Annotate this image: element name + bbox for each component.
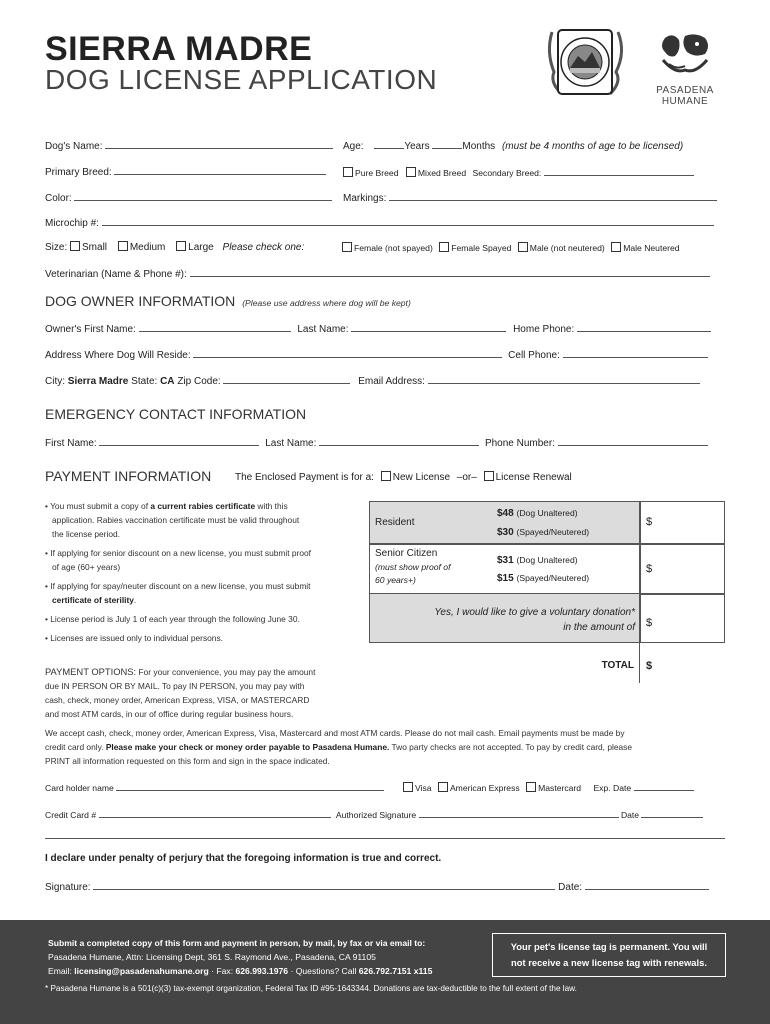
notice-line1: Your pet's license tag is permanent. You will xyxy=(510,941,708,952)
city-row xyxy=(45,374,700,387)
humane-name-line1: PASADENA xyxy=(656,85,714,96)
footer-line1: Submit a completed copy of this form and payment in person, by mail, by fax or via email to: xyxy=(48,938,426,948)
resident-label: Resident xyxy=(375,517,415,528)
total-label: TOTAL xyxy=(601,660,634,671)
sen-desc2: (Spayed/Neutered) xyxy=(516,573,590,583)
senior-dollar-sign: $ xyxy=(646,563,653,575)
senior-price-unaltered xyxy=(497,556,578,566)
female-not-spayed-checkbox[interactable] xyxy=(342,242,352,252)
dog-name-row xyxy=(45,139,333,152)
license-renewal-label: License Renewal xyxy=(495,472,572,483)
emergency-row xyxy=(45,436,708,449)
color-field[interactable] xyxy=(74,191,332,201)
primary-breed-label: Primary Breed: xyxy=(45,167,112,178)
accept-line1: We accept cash, check, money order, American Express, Visa, Mastercard and most ATM cards. Please do not mail cash. Email payments must be made by xyxy=(45,728,625,738)
payment-options-label: PAYMENT OPTIONS: xyxy=(45,666,137,677)
payment-options-line3: cash, check, money order, American Express, VISA, or MASTERCARD xyxy=(45,695,310,705)
microchip-row xyxy=(45,216,714,229)
size-medium-label: Medium xyxy=(129,242,166,253)
secondary-breed-label: Secondary Breed: xyxy=(472,168,542,178)
payment-bullets xyxy=(45,499,365,645)
auth-signature-label: Authorized Signature xyxy=(335,810,417,820)
dog-name-label: Dog's Name: xyxy=(45,141,103,152)
footer-fax-label: · Fax: xyxy=(208,966,236,976)
bullet-rabies-pre: You must submit a copy of xyxy=(50,501,151,511)
resident-price-unaltered xyxy=(497,509,578,519)
pure-breed-label: Pure Breed xyxy=(355,168,399,178)
humane-name-line2: HUMANE xyxy=(661,96,709,107)
tax-note: * Pasadena Humane is a 501(c)(3) tax-exempt organization, Federal Tax ID #95-1643344. Donations are tax-deductible to the full extent of the law. xyxy=(45,984,577,993)
res-price2: $30 xyxy=(497,527,514,538)
credit-card-row xyxy=(45,808,703,820)
senior-note2: 60 years+) xyxy=(375,575,416,585)
exp-date-field[interactable] xyxy=(634,781,694,791)
state-label: State: xyxy=(131,376,158,387)
sen-desc1: (Dog Unaltered) xyxy=(516,555,578,565)
declaration-text: I declare under penalty of perjury that the foregoing information is true and correct. xyxy=(45,853,442,864)
emergency-last-name-label: Last Name: xyxy=(265,438,317,449)
resident-dollar-sign: $ xyxy=(646,516,653,528)
amex-label: American Express xyxy=(449,783,520,793)
cell-phone-field[interactable] xyxy=(563,348,708,358)
owner-heading-note: (Please use address where dog will be kept) xyxy=(242,298,411,308)
age-months-field[interactable] xyxy=(432,139,462,149)
email-label: Email Address: xyxy=(358,376,425,387)
sen-price2: $15 xyxy=(497,573,514,584)
markings-row xyxy=(343,191,717,204)
pasadena-humane-logo xyxy=(650,30,720,110)
mastercard-checkbox[interactable] xyxy=(526,782,536,792)
emergency-first-name-field[interactable] xyxy=(99,436,259,446)
footer-email-label: Email: xyxy=(48,966,75,976)
dog-name-field[interactable] xyxy=(105,139,333,149)
footer-line2: Pasadena Humane, Attn: Licensing Dept, 361 S. Raymond Ave., Pasadena, CA 91105 xyxy=(48,952,376,962)
bullet-sterility-bold: certificate of sterility xyxy=(52,595,134,605)
male-neutered-label: Male Neutered xyxy=(623,243,680,253)
bullet-rabies-line2: application. Rabies vaccination certificate must be valid throughout xyxy=(52,515,300,525)
signature-row xyxy=(45,880,709,893)
new-license-checkbox[interactable] xyxy=(381,471,391,481)
city-label: City: xyxy=(45,376,65,387)
payment-options xyxy=(45,665,365,721)
amex-checkbox[interactable] xyxy=(438,782,448,792)
female-not-spayed-label: Female (not spayed) xyxy=(354,243,433,253)
owner-first-name-field[interactable] xyxy=(139,322,291,332)
donation-dollar-sign: $ xyxy=(646,617,653,629)
age-row xyxy=(343,139,683,152)
owner-last-name-field[interactable] xyxy=(351,322,506,332)
bullet-rabies-bold: a current rabies certificate xyxy=(150,501,256,511)
senior-label: Senior Citizen xyxy=(375,548,438,559)
bullet-rabies: • You must submit a copy of a current rabies certificate with this application. Rabies vaccination certificate must be valid throughout the license period. xyxy=(45,501,300,539)
mixed-breed-checkbox[interactable] xyxy=(406,167,416,177)
male-not-neutered-label: Male (not neutered) xyxy=(529,243,605,253)
card-type-row xyxy=(403,781,694,793)
size-large-checkbox[interactable] xyxy=(176,241,186,251)
zip-field[interactable] xyxy=(223,374,350,384)
footer xyxy=(0,920,770,1024)
footer-questions-label: · Questions? Call xyxy=(288,966,359,976)
bullet-rabies-post: with this xyxy=(255,501,288,511)
size-medium-checkbox[interactable] xyxy=(118,241,128,251)
credit-card-label: Credit Card # xyxy=(45,810,97,820)
signature-date-field[interactable] xyxy=(585,880,709,890)
owner-first-name-label: Owner's First Name: xyxy=(45,324,136,335)
female-spayed-label: Female Spayed xyxy=(451,243,512,253)
primary-breed-row xyxy=(45,165,326,178)
footer-contact xyxy=(48,964,432,978)
footer-email-link[interactable]: licensing@pasadenahumane.org xyxy=(74,966,209,976)
bullet-senior-line1: If applying for senior discount on a new license, you must submit proof xyxy=(50,548,311,558)
card-holder-row xyxy=(45,781,384,793)
owner-heading: DOG OWNER INFORMATION xyxy=(45,293,236,309)
email-field[interactable] xyxy=(428,374,700,384)
markings-label: Markings: xyxy=(343,193,387,204)
payment-heading: PAYMENT INFORMATION xyxy=(45,468,212,484)
new-license-label: New License xyxy=(392,472,451,483)
visa-checkbox[interactable] xyxy=(403,782,413,792)
accept-line3: PRINT all information requested on this form and sign in the space indicated. xyxy=(45,756,330,766)
total-dollar-sign: $ xyxy=(646,660,653,672)
accepted-payments xyxy=(45,726,735,768)
footer-phone: 626.792.7151 x115 xyxy=(358,966,433,976)
bullet-sterility: • If applying for spay/neuter discount on a new license, you must submit certificate of sterility. xyxy=(45,581,311,605)
card-holder-label: Card holder name xyxy=(45,783,114,793)
color-row xyxy=(45,191,332,204)
or-label: –or– xyxy=(456,472,477,483)
male-not-neutered-checkbox[interactable] xyxy=(518,242,528,252)
veterinarian-label: Veterinarian (Name & Phone #): xyxy=(45,269,187,280)
color-label: Color: xyxy=(45,193,72,204)
bullet-senior-line2: of age (60+ years) xyxy=(52,562,121,572)
resident-price-neutered xyxy=(497,528,589,538)
res-desc1: (Dog Unaltered) xyxy=(516,508,578,518)
female-spayed-checkbox[interactable] xyxy=(439,242,449,252)
size-label: Size: xyxy=(45,242,68,253)
address-row xyxy=(45,348,708,361)
res-desc2: (Spayed/Neutered) xyxy=(516,527,590,537)
form-title-line2: DOG LICENSE APPLICATION xyxy=(45,64,438,95)
signature-field[interactable] xyxy=(93,880,555,890)
emergency-last-name-field[interactable] xyxy=(319,436,479,446)
payment-options-line1: For your convenience, you may pay the amount xyxy=(136,667,316,677)
payment-options-line4: and most ATM cards, in our of office during regular business hours. xyxy=(45,709,294,719)
state-value: CA xyxy=(160,376,175,387)
microchip-label: Microchip #: xyxy=(45,218,99,229)
primary-breed-field[interactable] xyxy=(114,165,326,175)
cc-date-label: Date xyxy=(620,810,640,820)
owner-last-name-label: Last Name: xyxy=(297,324,349,335)
city-seal-logo xyxy=(540,22,630,102)
auth-signature-field[interactable] xyxy=(419,808,619,818)
emergency-phone-field[interactable] xyxy=(558,436,708,446)
emergency-first-name-label: First Name: xyxy=(45,438,97,449)
footer-fax: 626.993.1976 xyxy=(235,966,289,976)
donation-row xyxy=(369,593,641,643)
payment-options-line2: due IN PERSON OR BY MAIL. To pay IN PERSON, you may pay with xyxy=(45,681,305,691)
age-years-field[interactable] xyxy=(374,139,404,149)
bullet-rabies-line3: the license period. xyxy=(52,529,120,539)
pure-breed-checkbox[interactable] xyxy=(343,167,353,177)
visa-label: Visa xyxy=(415,783,432,793)
home-phone-label: Home Phone: xyxy=(513,324,575,335)
donation-line2: in the amount of xyxy=(563,622,635,633)
license-renewal-checkbox[interactable] xyxy=(484,471,494,481)
mastercard-label: Mastercard xyxy=(538,783,582,793)
address-label: Address Where Dog Will Reside: xyxy=(45,350,191,361)
size-small-checkbox[interactable] xyxy=(70,241,80,251)
bullet-sterility-line1: If applying for spay/neuter discount on a new license, you must submit xyxy=(50,581,311,591)
bullet-individuals: • Licenses are issued only to individual persons. xyxy=(45,633,223,643)
credit-card-field[interactable] xyxy=(99,808,331,818)
sen-price1: $31 xyxy=(497,555,514,566)
emergency-heading: EMERGENCY CONTACT INFORMATION xyxy=(45,406,307,422)
license-type-row xyxy=(235,471,572,483)
form-title-line1: SIERRA MADRE xyxy=(45,30,313,68)
exp-date-label: Exp. Date xyxy=(593,783,632,793)
zip-label: Zip Code: xyxy=(177,376,221,387)
permanent-tag-notice xyxy=(492,933,726,977)
size-large-label: Large xyxy=(188,242,214,253)
bullet-senior: • If applying for senior discount on a new license, you must submit proof of age (60+ years) xyxy=(45,548,311,572)
bullet-individuals-text: Licenses are issued only to individual persons. xyxy=(50,633,223,643)
notice-line2: not receive a new license tag with renewals. xyxy=(511,957,707,968)
microchip-field[interactable] xyxy=(102,216,714,226)
address-field[interactable] xyxy=(193,348,502,358)
card-holder-field[interactable] xyxy=(116,781,384,791)
total-divider xyxy=(639,641,640,683)
bullet-period: • License period is July 1 of each year through the following June 30. xyxy=(45,614,300,624)
please-check-label: Please check one: xyxy=(222,242,305,253)
bullet-period-text: License period is July 1 of each year through the following June 30. xyxy=(50,614,300,624)
owner-section-heading xyxy=(45,293,411,309)
res-price1: $48 xyxy=(497,508,514,519)
months-label: Months xyxy=(462,141,496,152)
secondary-breed-field[interactable] xyxy=(544,166,694,176)
size-small-label: Small xyxy=(82,242,108,253)
sex-row xyxy=(342,242,680,253)
breed-type-row xyxy=(343,166,694,178)
city-value: Sierra Madre xyxy=(67,376,129,387)
male-neutered-checkbox[interactable] xyxy=(611,242,621,252)
owner-name-row xyxy=(45,322,711,335)
accept-line2-post: Two party checks are not accepted. To pay by credit card, please xyxy=(389,742,633,752)
cell-phone-label: Cell Phone: xyxy=(508,350,560,361)
accept-line2-pre: credit card only. xyxy=(45,742,106,752)
bullet-sterility-end: . xyxy=(133,595,137,605)
enclosed-for-label: The Enclosed Payment is for a: xyxy=(235,472,374,483)
mixed-breed-label: Mixed Breed xyxy=(417,168,467,178)
age-note: (must be 4 months of age to be licensed) xyxy=(501,141,684,152)
veterinarian-row xyxy=(45,267,710,280)
accept-line2-bold: Please make your check or money order payable to Pasadena Humane. xyxy=(105,742,390,752)
years-label: Years xyxy=(404,141,430,152)
senior-price-neutered xyxy=(497,574,589,584)
home-phone-field[interactable] xyxy=(577,322,711,332)
senior-note1: (must show proof of xyxy=(375,562,451,572)
donation-line1: Yes, I would like to give a voluntary donation* xyxy=(434,607,635,618)
veterinarian-field[interactable] xyxy=(190,267,710,277)
signature-date-label: Date: xyxy=(558,882,583,893)
age-label: Age: xyxy=(343,141,364,152)
size-row xyxy=(45,241,304,253)
signature-label: Signature: xyxy=(45,882,91,893)
section-divider xyxy=(45,838,725,839)
emergency-phone-label: Phone Number: xyxy=(484,438,555,449)
markings-field[interactable] xyxy=(389,191,717,201)
cc-date-field[interactable] xyxy=(641,808,703,818)
